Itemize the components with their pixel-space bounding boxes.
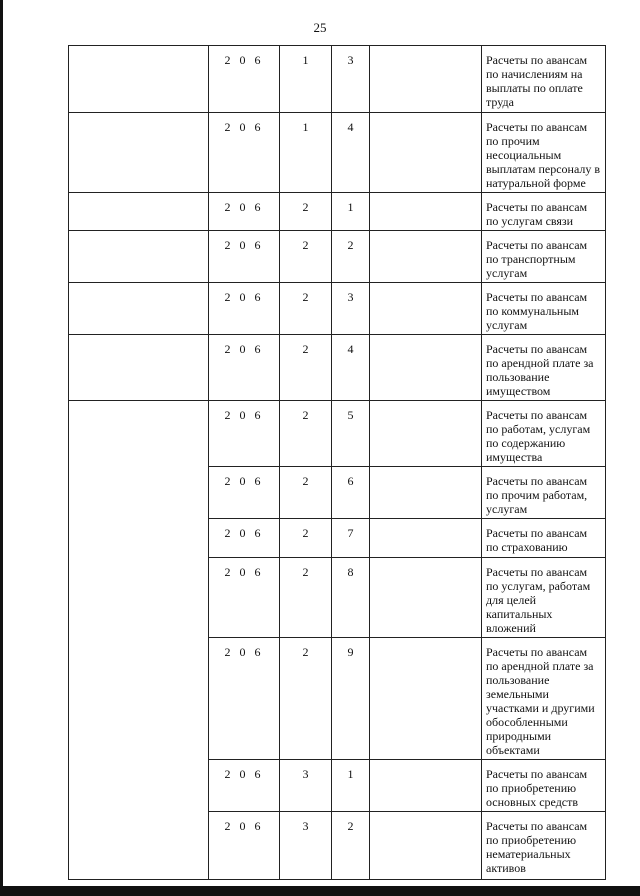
- blank-cell: [370, 113, 482, 193]
- blank-cell: [370, 467, 482, 519]
- account-code-cell: 2 0 6: [209, 401, 280, 467]
- subaccount-b-cell: 2: [332, 231, 370, 283]
- description-cell: Расчеты по авансам по работам, услугам по содержанию имущества: [482, 401, 606, 467]
- scan-border-left: [0, 0, 3, 896]
- blank-cell: [370, 193, 482, 231]
- account-code-cell: 2 0 6: [209, 193, 280, 231]
- subaccount-b-cell: 1: [332, 193, 370, 231]
- blank-cell: [370, 558, 482, 638]
- subaccount-b-cell: 5: [332, 401, 370, 467]
- account-code-cell: 2 0 6: [209, 231, 280, 283]
- account-code-cell: 2 0 6: [209, 46, 280, 113]
- blank-cell: [69, 113, 209, 193]
- blank-cell: [370, 46, 482, 113]
- subaccount-a-cell: 2: [280, 558, 332, 638]
- description-cell: Расчеты по авансам по арендной плате за пользование земельными участками и другими обособленными природными объектами: [482, 638, 606, 760]
- blank-cell: [69, 335, 209, 401]
- description-cell: Расчеты по авансам по начислениям на выплаты по оплате труда: [482, 46, 606, 113]
- subaccount-b-cell: 2: [332, 812, 370, 880]
- table-row: [69, 401, 606, 467]
- table-row: [69, 46, 606, 113]
- blank-cell: [69, 46, 209, 113]
- blank-merged-cell: [69, 401, 209, 880]
- account-code-cell: 2 0 6: [209, 467, 280, 519]
- description-cell: Расчеты по авансам по услугам, работам для целей капитальных вложений: [482, 558, 606, 638]
- subaccount-a-cell: 2: [280, 401, 332, 467]
- table-row: [69, 231, 606, 283]
- subaccount-a-cell: 3: [280, 812, 332, 880]
- blank-cell: [69, 193, 209, 231]
- description-cell: Расчеты по авансам по страхованию: [482, 519, 606, 558]
- subaccount-a-cell: 1: [280, 46, 332, 113]
- accounts-table: [68, 45, 606, 880]
- blank-cell: [370, 760, 482, 812]
- account-code-cell: 2 0 6: [209, 283, 280, 335]
- table-row: [69, 193, 606, 231]
- subaccount-b-cell: 4: [332, 335, 370, 401]
- subaccount-a-cell: 2: [280, 519, 332, 558]
- subaccount-b-cell: 3: [332, 46, 370, 113]
- subaccount-b-cell: 7: [332, 519, 370, 558]
- blank-cell: [370, 283, 482, 335]
- scan-border-bottom: [0, 886, 640, 896]
- description-cell: Расчеты по авансам по услугам связи: [482, 193, 606, 231]
- subaccount-b-cell: 8: [332, 558, 370, 638]
- table-row: [69, 335, 606, 401]
- subaccount-a-cell: 3: [280, 760, 332, 812]
- description-cell: Расчеты по авансам по приобретению нематериальных активов: [482, 812, 606, 880]
- table-row: [69, 283, 606, 335]
- subaccount-a-cell: 2: [280, 283, 332, 335]
- blank-cell: [370, 519, 482, 558]
- description-cell: Расчеты по авансам по прочим работам, услугам: [482, 467, 606, 519]
- blank-cell: [69, 283, 209, 335]
- subaccount-a-cell: 2: [280, 467, 332, 519]
- blank-cell: [370, 812, 482, 880]
- account-code-cell: 2 0 6: [209, 558, 280, 638]
- description-cell: Расчеты по авансам по коммунальным услугам: [482, 283, 606, 335]
- subaccount-b-cell: 9: [332, 638, 370, 760]
- account-code-cell: 2 0 6: [209, 335, 280, 401]
- page-number: 25: [313, 20, 327, 35]
- subaccount-b-cell: 1: [332, 760, 370, 812]
- subaccount-a-cell: 2: [280, 335, 332, 401]
- account-code-cell: 2 0 6: [209, 760, 280, 812]
- account-code-cell: 2 0 6: [209, 519, 280, 558]
- subaccount-b-cell: 3: [332, 283, 370, 335]
- blank-cell: [69, 231, 209, 283]
- description-cell: Расчеты по авансам по транспортным услугам: [482, 231, 606, 283]
- blank-cell: [370, 401, 482, 467]
- table-row: [69, 113, 606, 193]
- blank-cell: [370, 335, 482, 401]
- description-cell: Расчеты по авансам по арендной плате за пользование имуществом: [482, 335, 606, 401]
- description-cell: Расчеты по авансам по прочим несоциальным выплатам персоналу в натуральной форме: [482, 113, 606, 193]
- blank-cell: [370, 231, 482, 283]
- account-code-cell: 2 0 6: [209, 638, 280, 760]
- subaccount-a-cell: 2: [280, 193, 332, 231]
- subaccount-b-cell: 4: [332, 113, 370, 193]
- subaccount-b-cell: 6: [332, 467, 370, 519]
- account-code-cell: 2 0 6: [209, 113, 280, 193]
- subaccount-a-cell: 2: [280, 231, 332, 283]
- blank-cell: [370, 638, 482, 760]
- account-code-cell: 2 0 6: [209, 812, 280, 880]
- subaccount-a-cell: 1: [280, 113, 332, 193]
- description-cell: Расчеты по авансам по приобретению основных средств: [482, 760, 606, 812]
- subaccount-a-cell: 2: [280, 638, 332, 760]
